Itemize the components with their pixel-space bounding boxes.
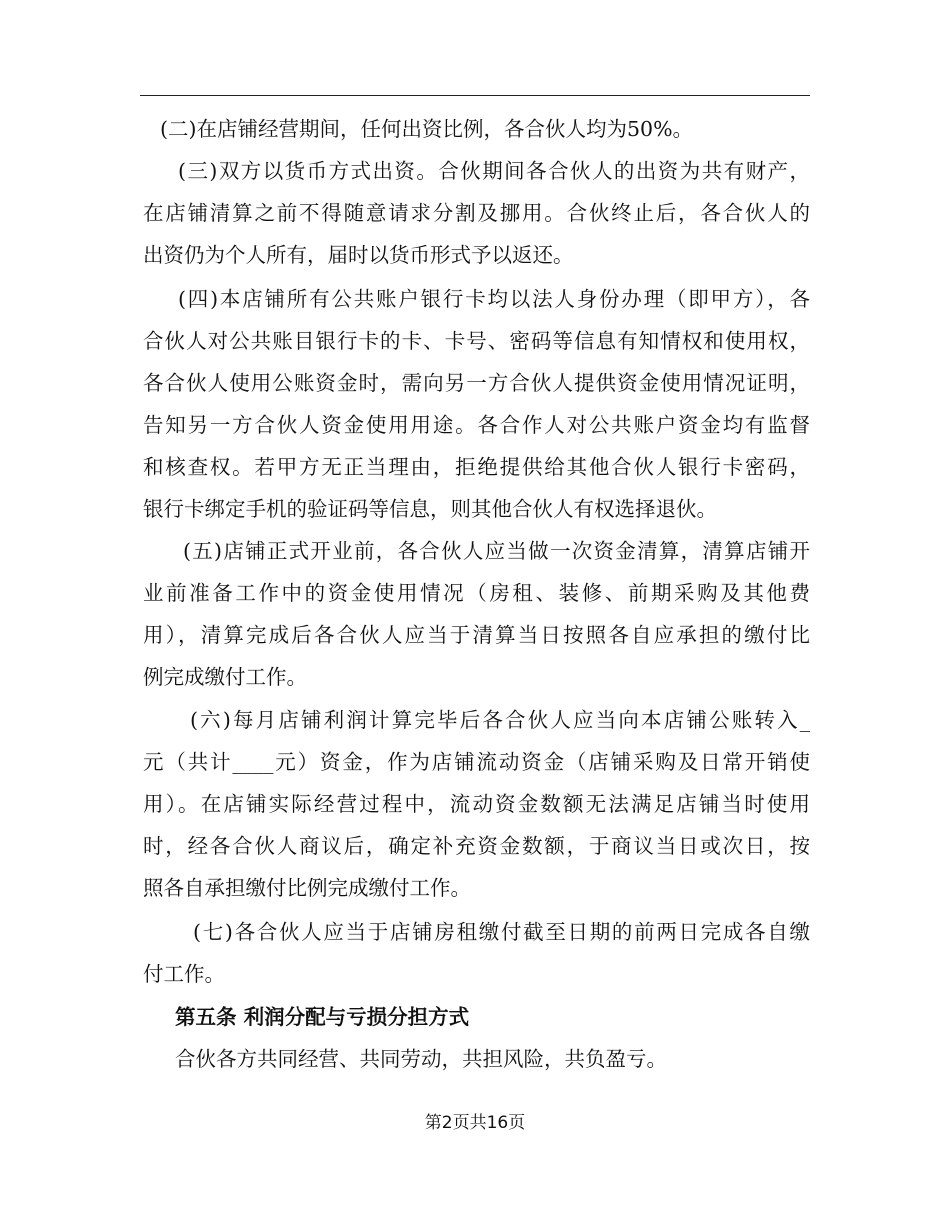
page-number: 第2页共16页 bbox=[424, 1113, 526, 1133]
paragraph-6-line-5: 照各自承担缴付比例完成缴付工作。 bbox=[143, 876, 471, 900]
paragraph-3-line-3: 出资仍为个人所有，届时以货币形式予以返还。 bbox=[143, 243, 574, 267]
paragraph-5-line-3: 用），清算完成后各合伙人应当于清算当日按照各自应承担的缴付比 bbox=[143, 623, 810, 647]
paragraph-4-line-1: (四)本店铺所有公共账户银行卡均以法人身份办理（即甲方），各 bbox=[178, 287, 810, 311]
paragraph-4-line-5: 和核查权。若甲方无正当理由，拒绝提供给其他合伙人银行卡密码， bbox=[143, 455, 810, 479]
paragraph-4-line-2: 合伙人对公共账目银行卡的卡、卡号、密码等信息有知情权和使用权， bbox=[143, 329, 810, 353]
paragraph-4-line-4: 告知另一方合伙人资金使用用途。各合作人对公共账户资金均有监督 bbox=[143, 413, 810, 437]
paragraph-5-line-4: 例完成缴付工作。 bbox=[143, 665, 307, 689]
paragraph-5-line-2: 业前准备工作中的资金使用情况（房租、装修、前期采购及其他费 bbox=[143, 581, 810, 605]
paragraph-6-line-1: (六)每月店铺利润计算完毕后各合伙人应当向本店铺公账转入_ bbox=[190, 708, 810, 732]
paragraph-5-line-1: (五)店铺正式开业前，各合伙人应当做一次资金清算，清算店铺开 bbox=[183, 539, 810, 563]
paragraph-7-line-1: (七)各合伙人应当于店铺房租缴付截至日期的前两日完成各自缴 bbox=[193, 920, 810, 944]
header-rule bbox=[140, 95, 810, 96]
paragraph-7-line-2: 付工作。 bbox=[143, 962, 225, 986]
paragraph-4-line-6: 银行卡绑定手机的验证码等信息，则其他合伙人有权选择退伙。 bbox=[143, 497, 717, 521]
paragraph-4-line-3: 各合伙人使用公账资金时，需向另一方合伙人提供资金使用情况证明， bbox=[143, 371, 810, 395]
article-5-heading: 第五条 利润分配与亏损分担方式 bbox=[175, 1005, 470, 1029]
paragraph-2-line-1: (二)在店铺经营期间，任何出资比例，各合伙人均为50%。 bbox=[160, 117, 694, 141]
paragraph-3-line-2: 在店铺清算之前不得随意请求分割及挪用。合伙终止后，各合伙人的 bbox=[143, 201, 810, 225]
paragraph-3-line-1: (三)双方以货币方式出资。合伙期间各合伙人的出资为共有财产， bbox=[178, 159, 810, 183]
paragraph-6-line-3: 用）。在店铺实际经营过程中，流动资金数额无法满足店铺当时使用 bbox=[143, 792, 810, 816]
paragraph-6-line-4: 时，经各合伙人商议后，确定补充资金数额，于商议当日或次日，按 bbox=[143, 834, 810, 858]
article-5-body: 合伙各方共同经营、共同劳动，共担风险，共负盈亏。 bbox=[175, 1047, 667, 1071]
paragraph-6-line-2: 元（共计____元）资金，作为店铺流动资金（店铺采购及日常开销使 bbox=[143, 750, 810, 774]
